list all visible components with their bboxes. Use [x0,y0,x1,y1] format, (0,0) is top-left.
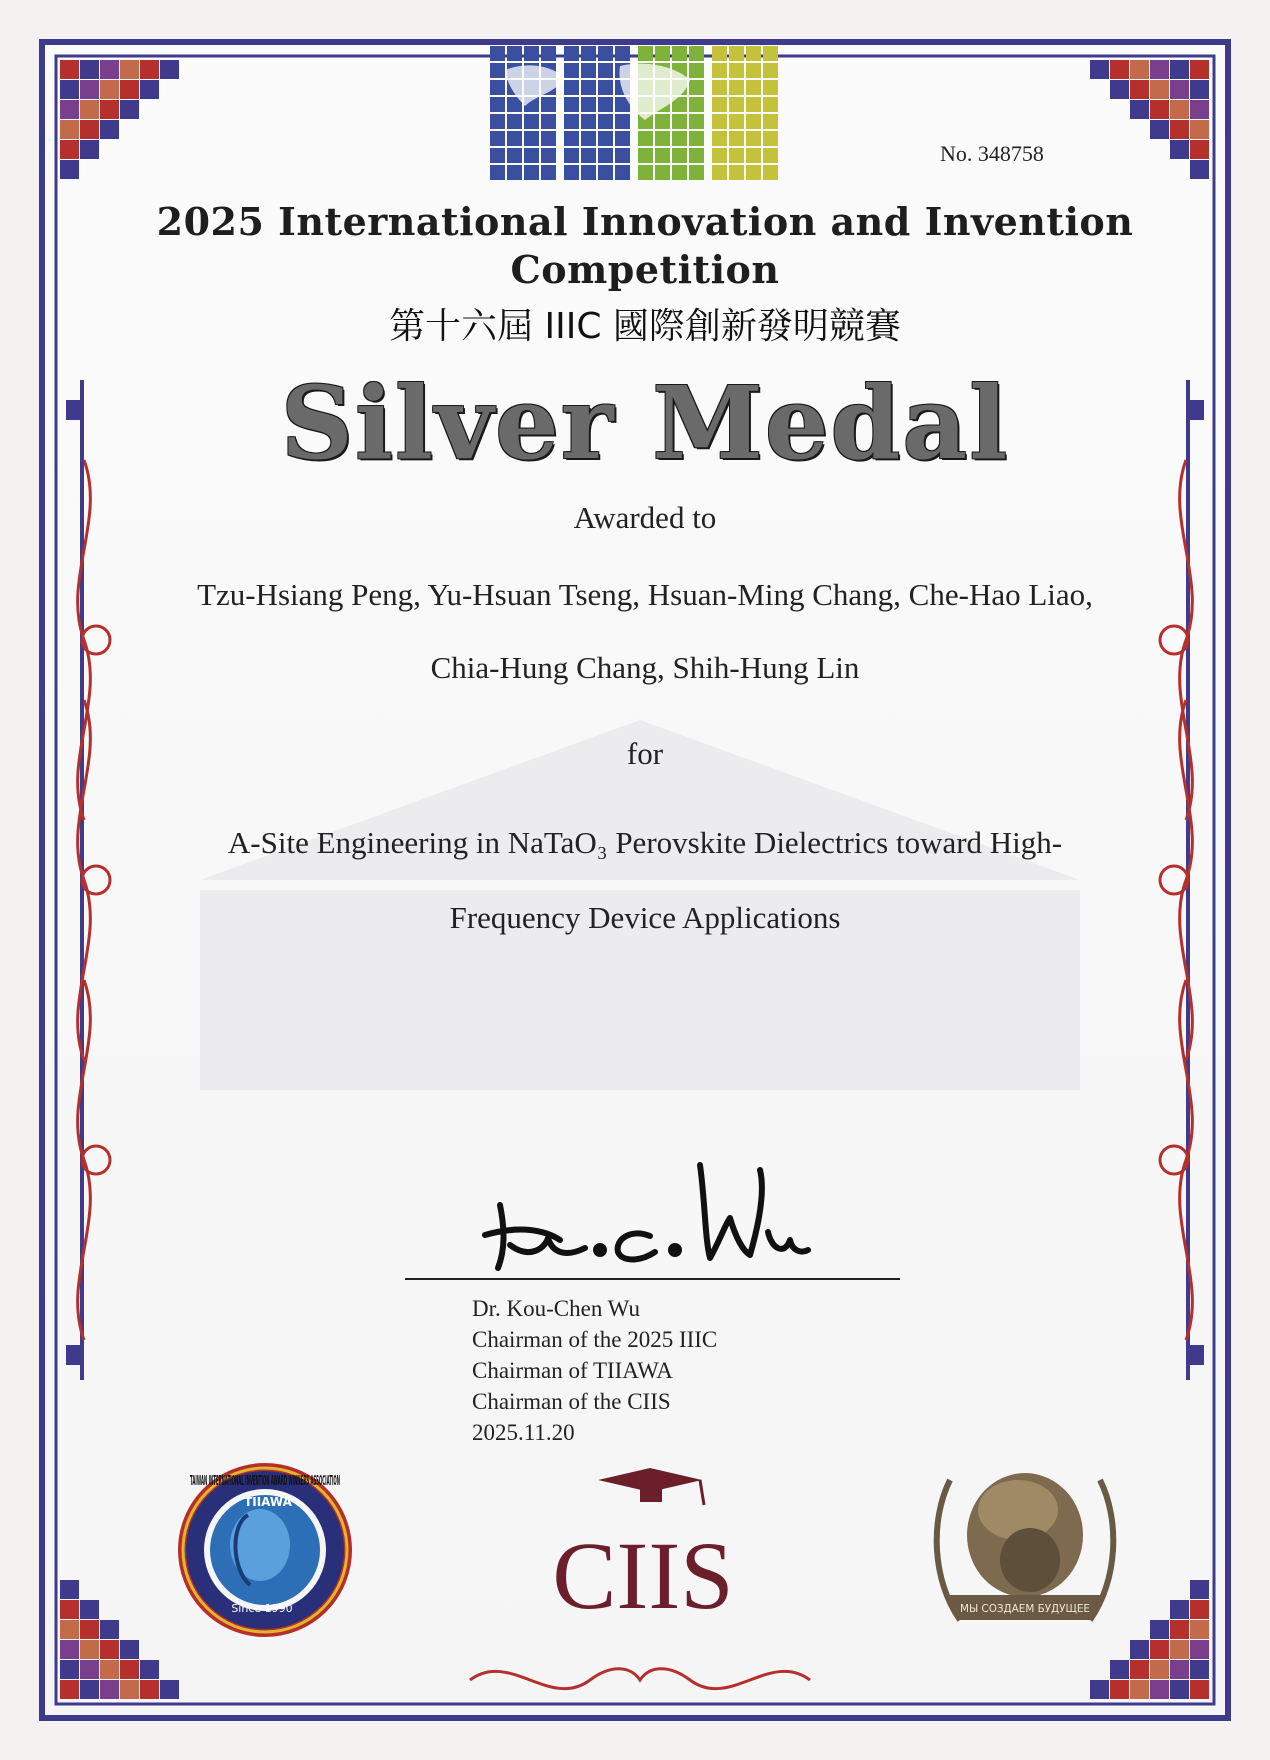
logo-tile [490,80,505,95]
logo-tile [638,165,653,180]
checker-square [1150,60,1169,79]
checker-square [1190,1580,1209,1599]
checker-square [100,1620,119,1639]
project-title-line-1: A-Site Engineering in NaTaO₃ Perovskite Dielectrics toward High- [227,825,1063,860]
logo-tile [524,114,539,129]
checker-square [80,100,99,119]
checker-square [1190,100,1209,119]
checker-square [140,1660,159,1679]
checker-square [1130,1660,1149,1679]
logo-tile [615,131,630,146]
checker-square [60,1580,79,1599]
checker-square [80,140,99,159]
checker-square [60,1680,79,1699]
checker-square [140,60,159,79]
logo-tile [541,165,556,180]
logo-tile [564,97,579,112]
logo-tile [763,97,778,112]
logo-tile [598,80,613,95]
checker-square [60,140,79,159]
checker-square [120,80,139,99]
competition-title-zh: 第十六屆 IIIC 國際創新發明競賽 [389,306,901,347]
logo-tile [490,148,505,163]
logo-tile [712,80,727,95]
checker-square [1110,60,1129,79]
checker-square [1130,100,1149,119]
logo-tile [541,46,556,61]
competition-title: 2025 International Innovation and Invention Competition [156,199,1134,292]
recipients-line-1: Tzu-Hsiang Peng, Yu-Hsuan Tseng, Hsuan-Ming Chang, Che-Hao Liao, [197,577,1093,612]
logo-tile [729,97,744,112]
checker-square [1170,1600,1189,1619]
checker-square [140,1680,159,1699]
logo-tile [490,165,505,180]
signatory-title-1: Chairman of the 2025 IIIC [472,1327,718,1352]
logo-tile [507,46,522,61]
checker-square [1190,1620,1209,1639]
logo-tile [564,114,579,129]
checker-square [1130,80,1149,99]
checker-square [60,1640,79,1659]
checker-square [1190,120,1209,139]
checker-square [1150,80,1169,99]
logo-tile [712,114,727,129]
checker-square [1190,1660,1209,1679]
checker-square [1150,1680,1169,1699]
checker-square [120,1660,139,1679]
logo-tile [541,148,556,163]
logo-tile [581,46,596,61]
signatory-block [472,1293,717,1448]
logo-tile [712,63,727,78]
checker-square [1110,1680,1129,1699]
logo-tile [490,63,505,78]
logo-tile [763,63,778,78]
logo-tile [655,131,670,146]
logo-tile [524,165,539,180]
checker-square [80,60,99,79]
logo-tile [581,80,596,95]
logo-tile [689,80,704,95]
checker-square [1170,1680,1189,1699]
logo-tile [689,46,704,61]
logo-tile [672,114,687,129]
logo-tile [507,148,522,163]
logo-tile [490,131,505,146]
checker-square [60,1660,79,1679]
logo-tile [541,114,556,129]
logo-tile [507,114,522,129]
logo-tile [763,114,778,129]
logo-tile [689,97,704,112]
logo-tile [746,165,761,180]
checker-square [1150,1620,1169,1639]
checker-square [1170,1660,1189,1679]
checker-square [60,1620,79,1639]
checker-square [1190,160,1209,179]
checker-square [100,1660,119,1679]
checker-square [60,160,79,179]
logo-tile [729,46,744,61]
checker-square [1170,120,1189,139]
logo-tile [712,148,727,163]
checker-square [1190,140,1209,159]
logo-tile [598,131,613,146]
checker-square [120,1640,139,1659]
checker-square [60,100,79,119]
logo-tile [729,131,744,146]
logo-tile [763,165,778,180]
signature-date: 2025.11.20 [472,1420,575,1445]
checker-square [1150,100,1169,119]
logo-tile [746,148,761,163]
logo-tile [655,165,670,180]
logo-tile [615,165,630,180]
logo-tile [541,131,556,146]
medallion-text: МЫ СОЗДАЕМ БУДУЩЕЕ [960,1602,1091,1615]
logo-tile [746,46,761,61]
logo-tile [746,63,761,78]
checker-square [1190,80,1209,99]
checker-square [80,1680,99,1699]
checker-square [1150,1640,1169,1659]
checker-square [60,80,79,99]
checker-square [1110,80,1129,99]
logo-tile [507,131,522,146]
tiiawa-center-text: TIIAWA [244,1495,292,1509]
logo-tile [729,148,744,163]
logo-tile [712,97,727,112]
logo-tile [564,131,579,146]
award-title: Silver Medal [280,364,1010,482]
logo-tile [712,46,727,61]
logo-tile [672,165,687,180]
logo-tile [689,165,704,180]
checker-square [1170,140,1189,159]
logo-tile [689,114,704,129]
checker-square [1090,60,1109,79]
logo-tile [655,148,670,163]
project-title-line-2: Frequency Device Applications [449,900,841,935]
checker-square [1090,1680,1109,1699]
checker-square [1190,1600,1209,1619]
checker-square [1190,1640,1209,1659]
checker-square [1130,1680,1149,1699]
checker-square [1170,80,1189,99]
logo-tile [581,114,596,129]
checker-square [1150,120,1169,139]
checker-square [100,80,119,99]
logo-tile [672,131,687,146]
logo-tile [763,80,778,95]
logo-tile [598,165,613,180]
checker-square [100,60,119,79]
logo-tile [689,148,704,163]
checker-square [1130,1640,1149,1659]
checker-square [80,1620,99,1639]
checker-square [140,80,159,99]
awarded-to-label: Awarded to [573,500,717,535]
logo-tile [615,46,630,61]
logo-tile [564,148,579,163]
logo-tile [746,80,761,95]
logo-tile [746,97,761,112]
checker-square [100,1640,119,1659]
logo-tile [638,46,653,61]
checker-square [80,1600,99,1619]
checker-square [160,1680,179,1699]
logo-tile [729,63,744,78]
logo-tile [564,165,579,180]
logo-tile [689,131,704,146]
checker-square [120,100,139,119]
logo-tile [655,46,670,61]
signatory-name: Dr. Kou-Chen Wu [472,1296,640,1321]
logo-tile [712,165,727,180]
logo-tile [598,46,613,61]
logo-tile [524,148,539,163]
checker-square [1130,60,1149,79]
logo-tile [581,97,596,112]
checker-square [60,120,79,139]
logo-tile [541,97,556,112]
logo-tile [672,148,687,163]
logo-tile [490,97,505,112]
signatory-title-2: Chairman of TIIAWA [472,1358,673,1383]
logo-tile [638,148,653,163]
checker-square [100,120,119,139]
checker-square [80,1660,99,1679]
logo-tile [490,46,505,61]
checker-square [1190,60,1209,79]
checker-square [160,60,179,79]
logo-tile [564,80,579,95]
checker-square [1170,60,1189,79]
logo-tile [763,46,778,61]
certificate-number: No. 348758 [940,141,1044,166]
checker-square [120,1680,139,1699]
logo-tile [655,114,670,129]
logo-tile [598,114,613,129]
checker-square [80,80,99,99]
logo-tile [615,114,630,129]
checker-square [120,60,139,79]
logo-tile [581,148,596,163]
checker-square [80,120,99,139]
logo-tile [672,46,687,61]
checker-square [80,1640,99,1659]
logo-tile [729,165,744,180]
logo-tile [638,131,653,146]
ciis-text: CIIS [552,1522,734,1629]
logo-tile [490,114,505,129]
logo-tile [507,165,522,180]
logo-tile [729,114,744,129]
checker-square [1170,100,1189,119]
checker-square [1190,1680,1209,1699]
logo-tile [729,80,744,95]
logo-tile [763,148,778,163]
checker-square [60,60,79,79]
logo-tile [598,63,613,78]
tiiawa-since-text: Since 1990 [231,1602,293,1615]
logo-tile [689,63,704,78]
logo-tile [615,148,630,163]
logo-tile [581,165,596,180]
checker-square [1150,1660,1169,1679]
checker-square [1170,1620,1189,1639]
checker-square [1110,1660,1129,1679]
checker-square [100,100,119,119]
logo-tile [524,46,539,61]
logo-tile [746,131,761,146]
logo-tile [746,114,761,129]
checker-square [100,1680,119,1699]
tiiawa-ring-text: TAIWAN INTERNATIONAL INVENTION AWARD WINNERS ASSOCIATION [190,1474,340,1489]
checker-square [1170,1640,1189,1659]
logo-tile [564,46,579,61]
logo-tile [524,131,539,146]
checker-square [60,1600,79,1619]
recipients-line-2: Chia-Hung Chang, Shih-Hung Lin [430,650,860,685]
signatory-title-3: Chairman of the CIIS [472,1389,671,1414]
logo-tile [581,131,596,146]
logo-tile [712,131,727,146]
for-label: for [626,736,664,771]
logo-tile [598,97,613,112]
logo-tile [763,131,778,146]
logo-tile [598,148,613,163]
logo-tile [564,63,579,78]
logo-tile [581,63,596,78]
